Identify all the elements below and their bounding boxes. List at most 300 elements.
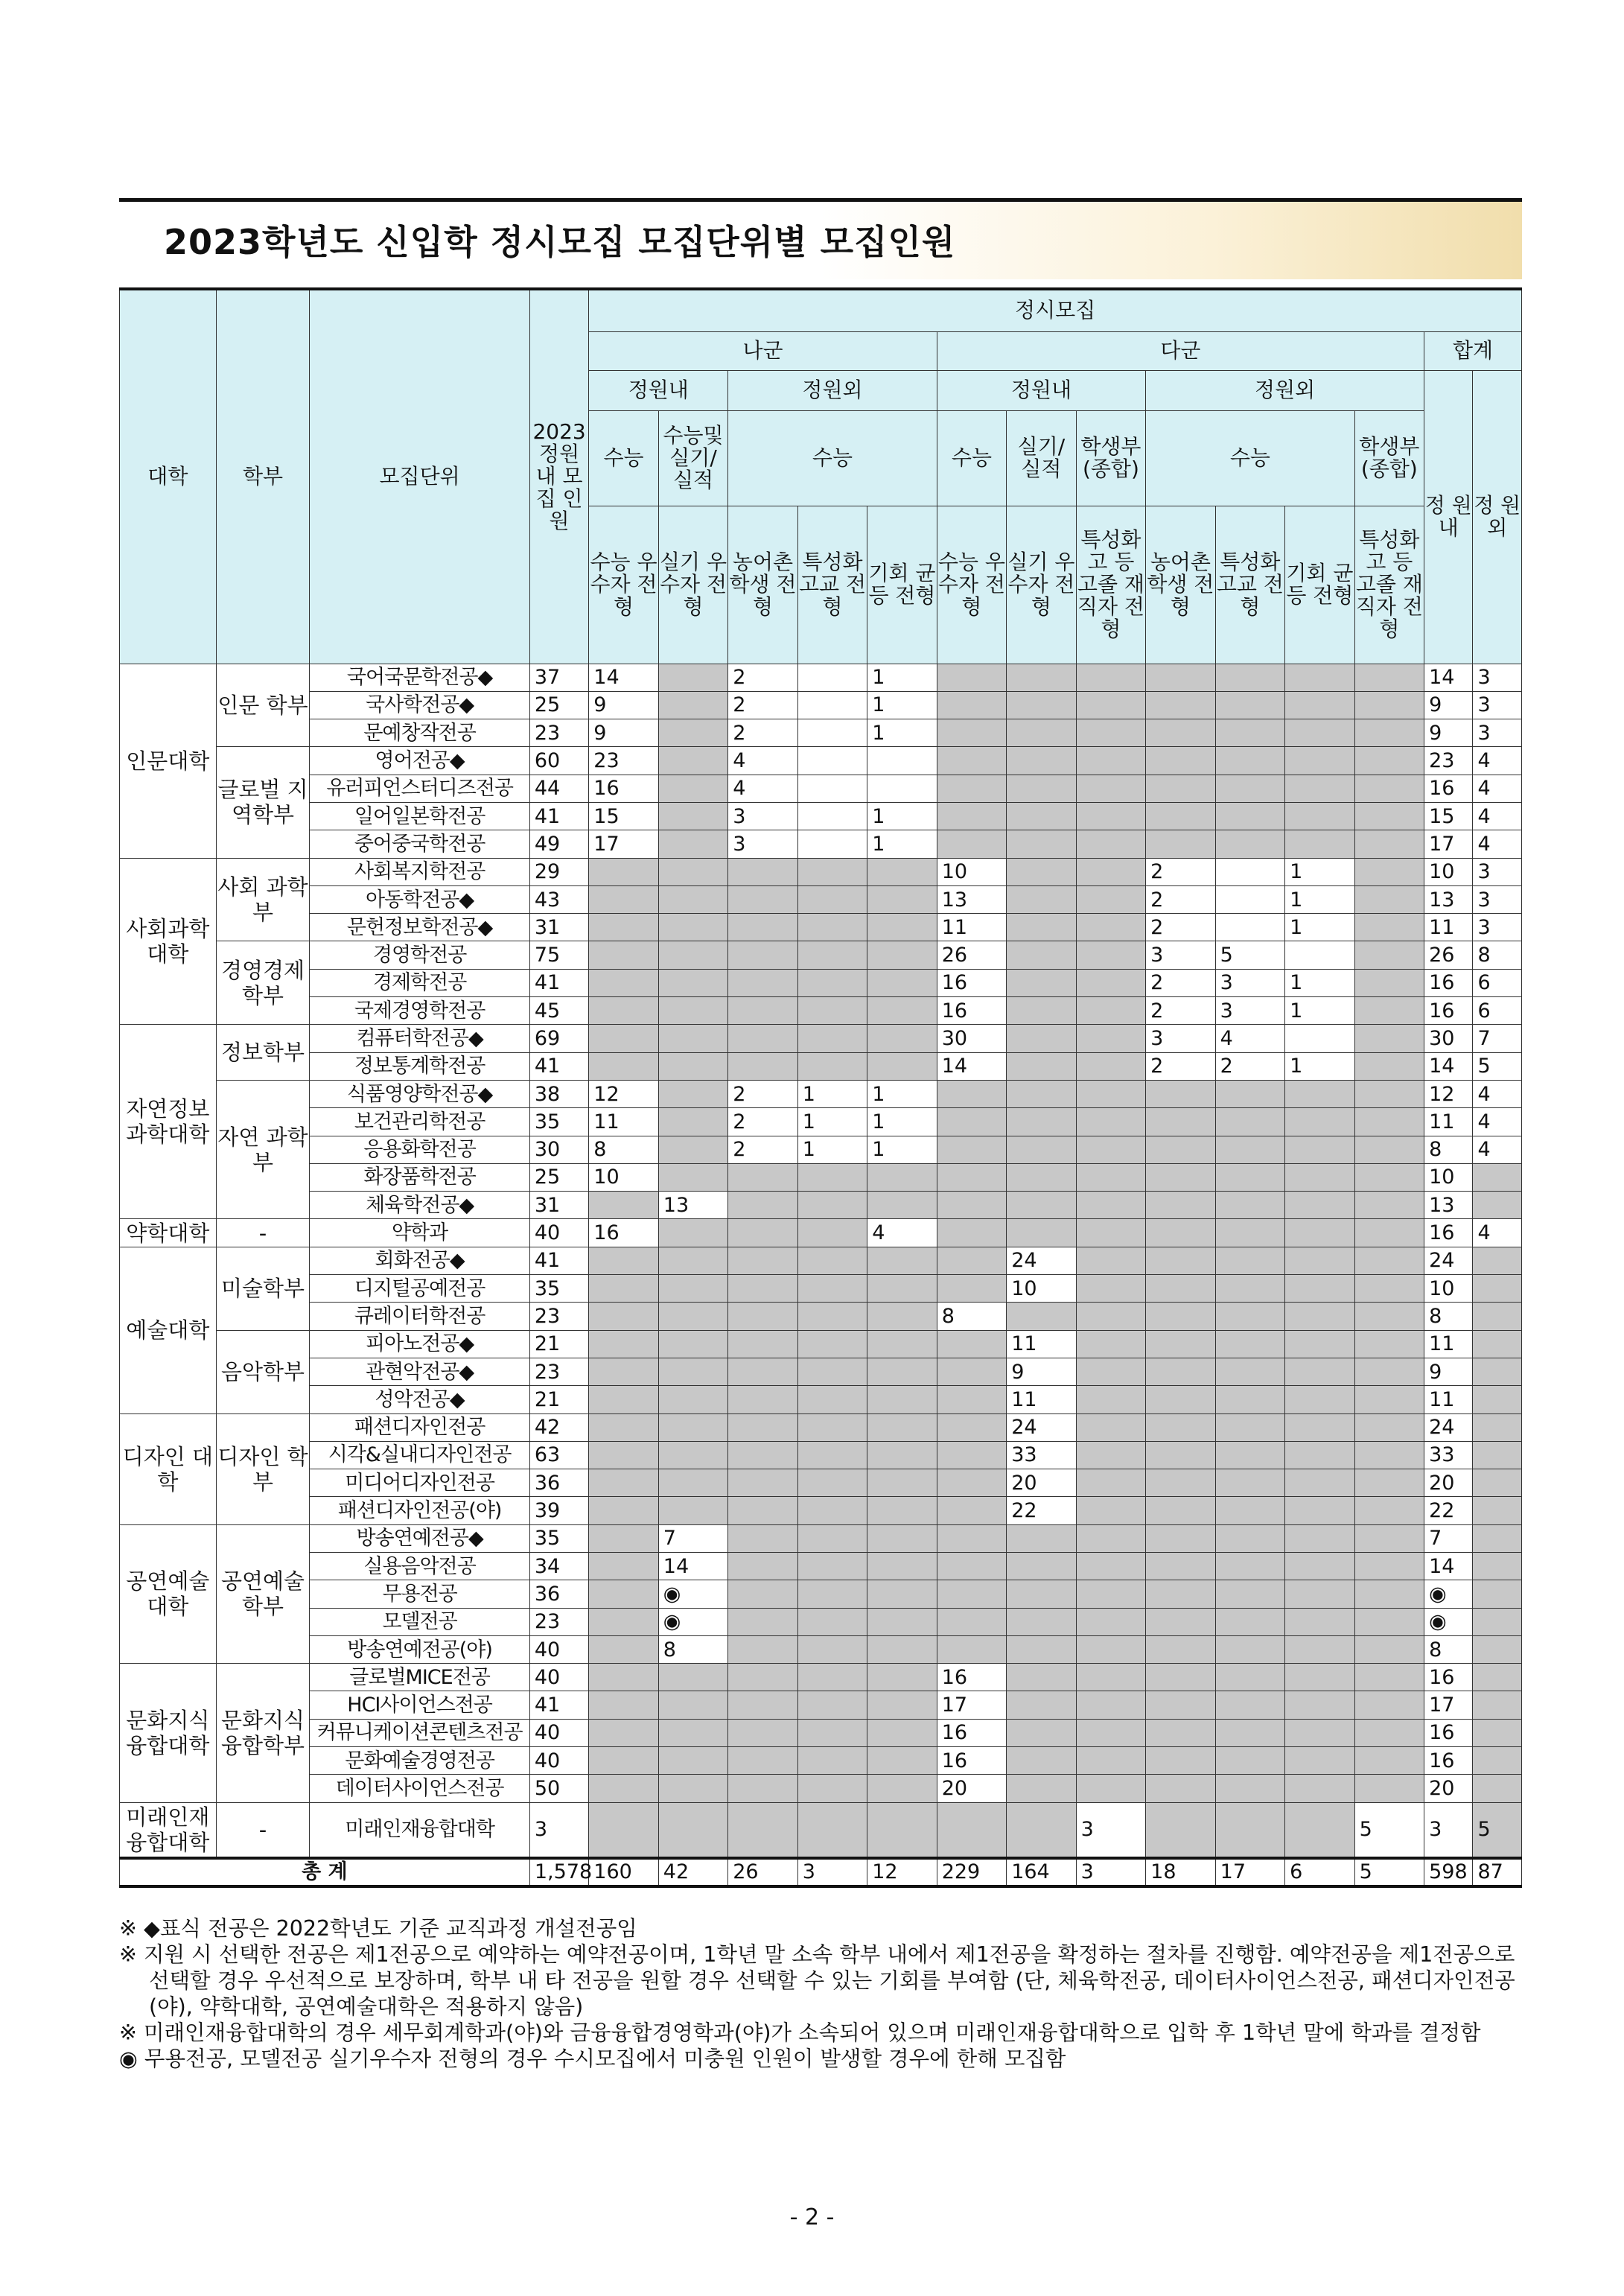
type-practical-best: 실기 우수자 전형 xyxy=(1007,506,1076,664)
value-cell xyxy=(589,1330,658,1358)
value-cell xyxy=(1354,1330,1424,1358)
division-cell: 경영경제 학부 xyxy=(216,941,310,1025)
value-cell xyxy=(728,1664,797,1691)
table-row xyxy=(120,1553,1522,1580)
unit-cell: 국어국문학전공◆ xyxy=(310,664,530,691)
value-cell xyxy=(658,1469,727,1497)
header-da-out-suneung: 수능 xyxy=(1146,410,1354,506)
value-cell xyxy=(1076,1747,1145,1775)
division-cell: 디자인 학부 xyxy=(216,1413,310,1524)
unit-cell: 큐레이터학전공 xyxy=(310,1303,530,1330)
table-row xyxy=(120,1413,1522,1441)
value-cell xyxy=(1354,719,1424,747)
value-cell xyxy=(1285,1580,1354,1608)
value-cell xyxy=(1076,1025,1145,1052)
value-cell xyxy=(1076,1664,1145,1691)
value-cell xyxy=(867,1580,937,1608)
value-cell xyxy=(728,1775,797,1802)
value-cell xyxy=(658,1163,727,1191)
value-cell xyxy=(658,1080,727,1107)
unit-cell: 식품영양학전공◆ xyxy=(310,1080,530,1107)
value-cell: 24 xyxy=(1007,1413,1076,1441)
value-cell xyxy=(1146,1136,1215,1163)
value-cell xyxy=(1146,1775,1215,1802)
total-in-cell: 10 xyxy=(1424,1163,1473,1191)
table-row xyxy=(120,1025,1522,1052)
total-out-cell: 8 xyxy=(1473,941,1522,969)
value-cell xyxy=(1007,719,1076,747)
value-cell xyxy=(1076,914,1145,941)
total-out-cell xyxy=(1473,1747,1522,1775)
value-cell xyxy=(1215,1802,1284,1858)
total-value: 164 xyxy=(1007,1858,1076,1886)
unit-cell: 미디어디자인전공 xyxy=(310,1469,530,1497)
unit-cell: 약학과 xyxy=(310,1219,530,1247)
value-cell: 3 xyxy=(1215,997,1284,1025)
value-cell xyxy=(589,1747,658,1775)
value-cell xyxy=(1215,1247,1284,1274)
total-in-cell: 9 xyxy=(1424,719,1473,747)
total-out-cell xyxy=(1473,1330,1522,1358)
value-cell xyxy=(589,1469,658,1497)
total-out-cell: 6 xyxy=(1473,997,1522,1025)
value-cell xyxy=(1285,941,1354,969)
value-cell xyxy=(1007,1635,1076,1663)
value-cell xyxy=(658,1275,727,1303)
type-equal: 기회 균등 전형 xyxy=(1285,506,1354,664)
value-cell xyxy=(1285,1524,1354,1552)
value-cell xyxy=(867,1497,937,1524)
value-cell xyxy=(658,1052,727,1080)
value-cell xyxy=(589,1025,658,1052)
quota-cell: 31 xyxy=(529,1192,588,1219)
value-cell: 8 xyxy=(658,1635,727,1663)
value-cell xyxy=(1146,1275,1215,1303)
value-cell: 2 xyxy=(1146,885,1215,913)
value-cell xyxy=(1007,1580,1076,1608)
quota-cell: 3 xyxy=(529,1802,588,1858)
value-cell xyxy=(589,914,658,941)
value-cell xyxy=(658,914,727,941)
total-in-cell: 8 xyxy=(1424,1136,1473,1163)
value-cell xyxy=(658,997,727,1025)
value-cell xyxy=(1146,1802,1215,1858)
value-cell xyxy=(1146,1441,1215,1469)
value-cell: 7 xyxy=(658,1524,727,1552)
value-cell xyxy=(1354,941,1424,969)
value-cell xyxy=(1007,1524,1076,1552)
division-cell: 사회 과학부 xyxy=(216,858,310,941)
value-cell xyxy=(797,1469,867,1497)
quota-cell: 34 xyxy=(529,1553,588,1580)
value-cell xyxy=(797,1719,867,1746)
value-cell xyxy=(1076,941,1145,969)
value-cell xyxy=(1285,1691,1354,1719)
header-division: 학부 xyxy=(216,289,310,664)
value-cell xyxy=(937,664,1006,691)
value-cell: 16 xyxy=(937,1719,1006,1746)
value-cell xyxy=(1146,775,1215,802)
table-row xyxy=(120,1719,1522,1746)
value-cell xyxy=(937,1330,1006,1358)
type-suneung-best: 수능 우수자 전형 xyxy=(937,506,1006,664)
value-cell xyxy=(728,1441,797,1469)
table-row xyxy=(120,775,1522,802)
total-in-cell: 22 xyxy=(1424,1497,1473,1524)
total-in-cell: 10 xyxy=(1424,858,1473,885)
value-cell xyxy=(1076,775,1145,802)
value-cell xyxy=(728,1802,797,1858)
total-in-cell: 10 xyxy=(1424,1275,1473,1303)
total-out-cell: 4 xyxy=(1473,1219,1522,1247)
value-cell: 11 xyxy=(1007,1330,1076,1358)
quota-cell: 23 xyxy=(529,719,588,747)
value-cell xyxy=(589,1802,658,1858)
unit-cell: 미래인재융합대학 xyxy=(310,1802,530,1858)
value-cell xyxy=(1354,1580,1424,1608)
value-cell xyxy=(867,1358,937,1385)
value-cell xyxy=(867,1275,937,1303)
value-cell xyxy=(1076,1441,1145,1469)
table-row xyxy=(120,691,1522,719)
quota-cell: 36 xyxy=(529,1469,588,1497)
header-unit: 모집단위 xyxy=(310,289,530,664)
total-out-cell xyxy=(1473,1163,1522,1191)
value-cell xyxy=(1354,858,1424,885)
quota-cell: 69 xyxy=(529,1025,588,1052)
value-cell xyxy=(1215,1303,1284,1330)
total-in-cell: 16 xyxy=(1424,1747,1473,1775)
value-cell xyxy=(1007,1608,1076,1635)
total-out-cell xyxy=(1473,1275,1522,1303)
table-row xyxy=(120,1108,1522,1136)
value-cell xyxy=(797,997,867,1025)
value-cell: 17 xyxy=(937,1691,1006,1719)
total-out-cell: 4 xyxy=(1473,1080,1522,1107)
value-cell: 3 xyxy=(1215,969,1284,996)
value-cell xyxy=(1215,691,1284,719)
value-cell xyxy=(867,1247,937,1274)
value-cell: 14 xyxy=(658,1553,727,1580)
value-cell xyxy=(937,1608,1006,1635)
value-cell xyxy=(1215,858,1284,885)
total-in-cell: 17 xyxy=(1424,830,1473,858)
value-cell xyxy=(1076,747,1145,775)
total-in-cell: 16 xyxy=(1424,997,1473,1025)
value-cell xyxy=(797,1580,867,1608)
value-cell xyxy=(1146,1608,1215,1635)
value-cell xyxy=(867,1608,937,1635)
value-cell xyxy=(658,1358,727,1385)
division-cell: 글로벌 지역학부 xyxy=(216,747,310,858)
value-cell xyxy=(1215,830,1284,858)
table-row xyxy=(120,1580,1522,1608)
value-cell xyxy=(728,1747,797,1775)
value-cell: 2 xyxy=(728,691,797,719)
value-cell xyxy=(728,1608,797,1635)
value-cell xyxy=(867,1303,937,1330)
table-row xyxy=(120,830,1522,858)
value-cell: 1 xyxy=(867,802,937,830)
quota-cell: 42 xyxy=(529,1413,588,1441)
value-cell xyxy=(1285,1497,1354,1524)
value-cell: 20 xyxy=(937,1775,1006,1802)
total-out-cell: 4 xyxy=(1473,802,1522,830)
table-row xyxy=(120,1275,1522,1303)
value-cell xyxy=(937,1802,1006,1858)
value-cell xyxy=(589,1192,658,1219)
total-out-cell xyxy=(1473,1358,1522,1385)
value-cell xyxy=(867,941,937,969)
total-value: 12 xyxy=(867,1858,937,1886)
total-value: 6 xyxy=(1285,1858,1354,1886)
value-cell: 20 xyxy=(1007,1469,1076,1497)
total-out-cell xyxy=(1473,1469,1522,1497)
total-in-cell: 16 xyxy=(1424,1719,1473,1746)
table-row xyxy=(120,914,1522,941)
value-cell xyxy=(1007,1219,1076,1247)
header-da-out-student: 학생부 (종합) xyxy=(1354,410,1424,506)
value-cell xyxy=(797,719,867,747)
value-cell xyxy=(728,1497,797,1524)
table-row xyxy=(120,1469,1522,1497)
total-out-cell: 4 xyxy=(1473,775,1522,802)
value-cell xyxy=(658,941,727,969)
total-in-cell: 9 xyxy=(1424,1358,1473,1385)
value-cell xyxy=(589,1247,658,1274)
value-cell xyxy=(1215,1497,1284,1524)
value-cell xyxy=(1285,719,1354,747)
table-row xyxy=(120,1775,1522,1802)
quota-cell: 60 xyxy=(529,747,588,775)
value-cell xyxy=(937,1163,1006,1191)
table-row xyxy=(120,1330,1522,1358)
value-cell xyxy=(1076,1469,1145,1497)
value-cell xyxy=(728,1553,797,1580)
total-out-cell: 4 xyxy=(1473,1136,1522,1163)
value-cell xyxy=(797,914,867,941)
value-cell: 1 xyxy=(1285,858,1354,885)
unit-cell: 유러피언스터디즈전공 xyxy=(310,775,530,802)
header-na-suneung-practical: 수능및 실기/ 실적 xyxy=(658,410,727,506)
value-cell xyxy=(1354,1664,1424,1691)
title-bar xyxy=(119,198,1522,279)
value-cell xyxy=(1285,1219,1354,1247)
admission-table-wrap xyxy=(119,287,1522,1888)
value-cell xyxy=(1215,719,1284,747)
value-cell xyxy=(1354,997,1424,1025)
total-in: 598 xyxy=(1424,1858,1473,1886)
value-cell xyxy=(797,1330,867,1358)
value-cell xyxy=(937,1358,1006,1385)
value-cell xyxy=(867,1469,937,1497)
value-cell: 1 xyxy=(867,691,937,719)
value-cell: ◉ xyxy=(658,1608,727,1635)
value-cell xyxy=(797,1775,867,1802)
value-cell xyxy=(1215,1691,1284,1719)
quota-cell: 40 xyxy=(529,1219,588,1247)
value-cell xyxy=(1285,1358,1354,1385)
value-cell: 33 xyxy=(1007,1441,1076,1469)
quota-cell: 75 xyxy=(529,941,588,969)
value-cell xyxy=(797,664,867,691)
value-cell xyxy=(728,885,797,913)
value-cell xyxy=(1354,830,1424,858)
value-cell xyxy=(1146,664,1215,691)
total-out-cell xyxy=(1473,1580,1522,1608)
total-in-cell: ◉ xyxy=(1424,1580,1473,1608)
value-cell xyxy=(728,997,797,1025)
quota-cell: 29 xyxy=(529,858,588,885)
value-cell xyxy=(1076,1080,1145,1107)
unit-cell: 실용음악전공 xyxy=(310,1553,530,1580)
value-cell xyxy=(1285,1275,1354,1303)
value-cell: 11 xyxy=(937,914,1006,941)
value-cell xyxy=(589,1413,658,1441)
total-value: 160 xyxy=(589,1858,658,1886)
value-cell xyxy=(1076,1775,1145,1802)
value-cell xyxy=(1146,691,1215,719)
value-cell xyxy=(1007,858,1076,885)
value-cell xyxy=(728,1303,797,1330)
value-cell xyxy=(1285,1163,1354,1191)
quota-cell: 25 xyxy=(529,691,588,719)
value-cell xyxy=(1285,1664,1354,1691)
quota-cell: 40 xyxy=(529,1747,588,1775)
value-cell xyxy=(658,775,727,802)
quota-cell: 41 xyxy=(529,802,588,830)
table-row xyxy=(120,1163,1522,1191)
value-cell xyxy=(1076,1553,1145,1580)
unit-cell: 문화예술경영전공 xyxy=(310,1747,530,1775)
value-cell xyxy=(728,1247,797,1274)
value-cell xyxy=(1215,1136,1284,1163)
value-cell xyxy=(1354,1469,1424,1497)
value-cell: 2 xyxy=(728,719,797,747)
value-cell xyxy=(1146,802,1215,830)
value-cell xyxy=(658,969,727,996)
type-practical-best: 실기 우수자 전형 xyxy=(658,506,727,664)
value-cell xyxy=(1215,1108,1284,1136)
value-cell xyxy=(1007,1136,1076,1163)
value-cell xyxy=(1354,1497,1424,1524)
value-cell: 22 xyxy=(1007,1497,1076,1524)
value-cell xyxy=(1215,802,1284,830)
header-total-out: 정 원 외 xyxy=(1473,370,1522,664)
value-cell xyxy=(658,1747,727,1775)
value-cell xyxy=(1354,1025,1424,1052)
total-in-cell: 16 xyxy=(1424,1219,1473,1247)
value-cell xyxy=(1076,802,1145,830)
table-row xyxy=(120,1608,1522,1635)
value-cell xyxy=(867,1635,937,1663)
value-cell xyxy=(1146,1553,1215,1580)
total-in-cell: 12 xyxy=(1424,1080,1473,1107)
value-cell: 16 xyxy=(589,775,658,802)
total-in-cell: 11 xyxy=(1424,914,1473,941)
value-cell xyxy=(937,1553,1006,1580)
value-cell xyxy=(1146,1303,1215,1330)
value-cell: 23 xyxy=(589,747,658,775)
value-cell xyxy=(867,997,937,1025)
value-cell xyxy=(589,1524,658,1552)
division-cell: 문화지식 융합학부 xyxy=(216,1664,310,1802)
value-cell xyxy=(1354,1719,1424,1746)
value-cell xyxy=(1007,1108,1076,1136)
value-cell xyxy=(1285,1775,1354,1802)
total-in-cell: 16 xyxy=(1424,1664,1473,1691)
header-da-out: 정원외 xyxy=(1146,370,1424,410)
unit-cell: 데이터사이언스전공 xyxy=(310,1775,530,1802)
note-3: ※ 미래인재융합대학의 경우 세무회계학과(야)와 금융융합경영학과(야)가 소속되어 있으며 미래인재융합대학으로 입학 후 1학년 말에 학과를 결정함 xyxy=(119,2020,1481,2045)
total-out-cell: 5 xyxy=(1473,1802,1522,1858)
value-cell xyxy=(1285,1386,1354,1413)
quota-cell: 40 xyxy=(529,1635,588,1663)
value-cell: 3 xyxy=(728,802,797,830)
total-out-cell: 3 xyxy=(1473,691,1522,719)
value-cell xyxy=(1354,664,1424,691)
value-cell xyxy=(1285,1136,1354,1163)
total-in-cell: 11 xyxy=(1424,1108,1473,1136)
admission-table xyxy=(119,287,1522,1888)
value-cell xyxy=(1007,914,1076,941)
value-cell xyxy=(658,1775,727,1802)
value-cell xyxy=(1354,1386,1424,1413)
value-cell xyxy=(1215,1608,1284,1635)
value-cell: 16 xyxy=(937,1747,1006,1775)
value-cell xyxy=(1007,941,1076,969)
value-cell xyxy=(1285,1747,1354,1775)
value-cell xyxy=(1146,1747,1215,1775)
value-cell xyxy=(1076,1608,1145,1635)
value-cell xyxy=(1354,1608,1424,1635)
value-cell: 11 xyxy=(589,1108,658,1136)
total-in-cell: 9 xyxy=(1424,691,1473,719)
value-cell xyxy=(1285,1025,1354,1052)
value-cell xyxy=(728,1691,797,1719)
value-cell xyxy=(1354,747,1424,775)
division-cell: - xyxy=(216,1219,310,1247)
unit-cell: 중어중국학전공 xyxy=(310,830,530,858)
value-cell xyxy=(867,1163,937,1191)
value-cell xyxy=(1076,1163,1145,1191)
total-label: 총 계 xyxy=(120,1858,530,1886)
college-cell: 미래인재 융합대학 xyxy=(120,1802,217,1858)
table-row xyxy=(120,969,1522,996)
value-cell: 4 xyxy=(728,775,797,802)
value-cell xyxy=(589,1497,658,1524)
value-cell xyxy=(867,1330,937,1358)
value-cell xyxy=(658,1386,727,1413)
value-cell xyxy=(937,1524,1006,1552)
total-out-cell xyxy=(1473,1413,1522,1441)
total-value: 3 xyxy=(797,1858,867,1886)
total-value: 229 xyxy=(937,1858,1006,1886)
value-cell xyxy=(658,747,727,775)
value-cell xyxy=(1215,747,1284,775)
value-cell xyxy=(658,802,727,830)
value-cell: 9 xyxy=(589,719,658,747)
value-cell xyxy=(1076,1303,1145,1330)
total-out-cell xyxy=(1473,1386,1522,1413)
value-cell xyxy=(937,1080,1006,1107)
value-cell xyxy=(1354,1747,1424,1775)
total-in-cell: 33 xyxy=(1424,1441,1473,1469)
value-cell: 1 xyxy=(1285,914,1354,941)
value-cell xyxy=(1076,719,1145,747)
quota-cell: 44 xyxy=(529,775,588,802)
value-cell xyxy=(658,1802,727,1858)
